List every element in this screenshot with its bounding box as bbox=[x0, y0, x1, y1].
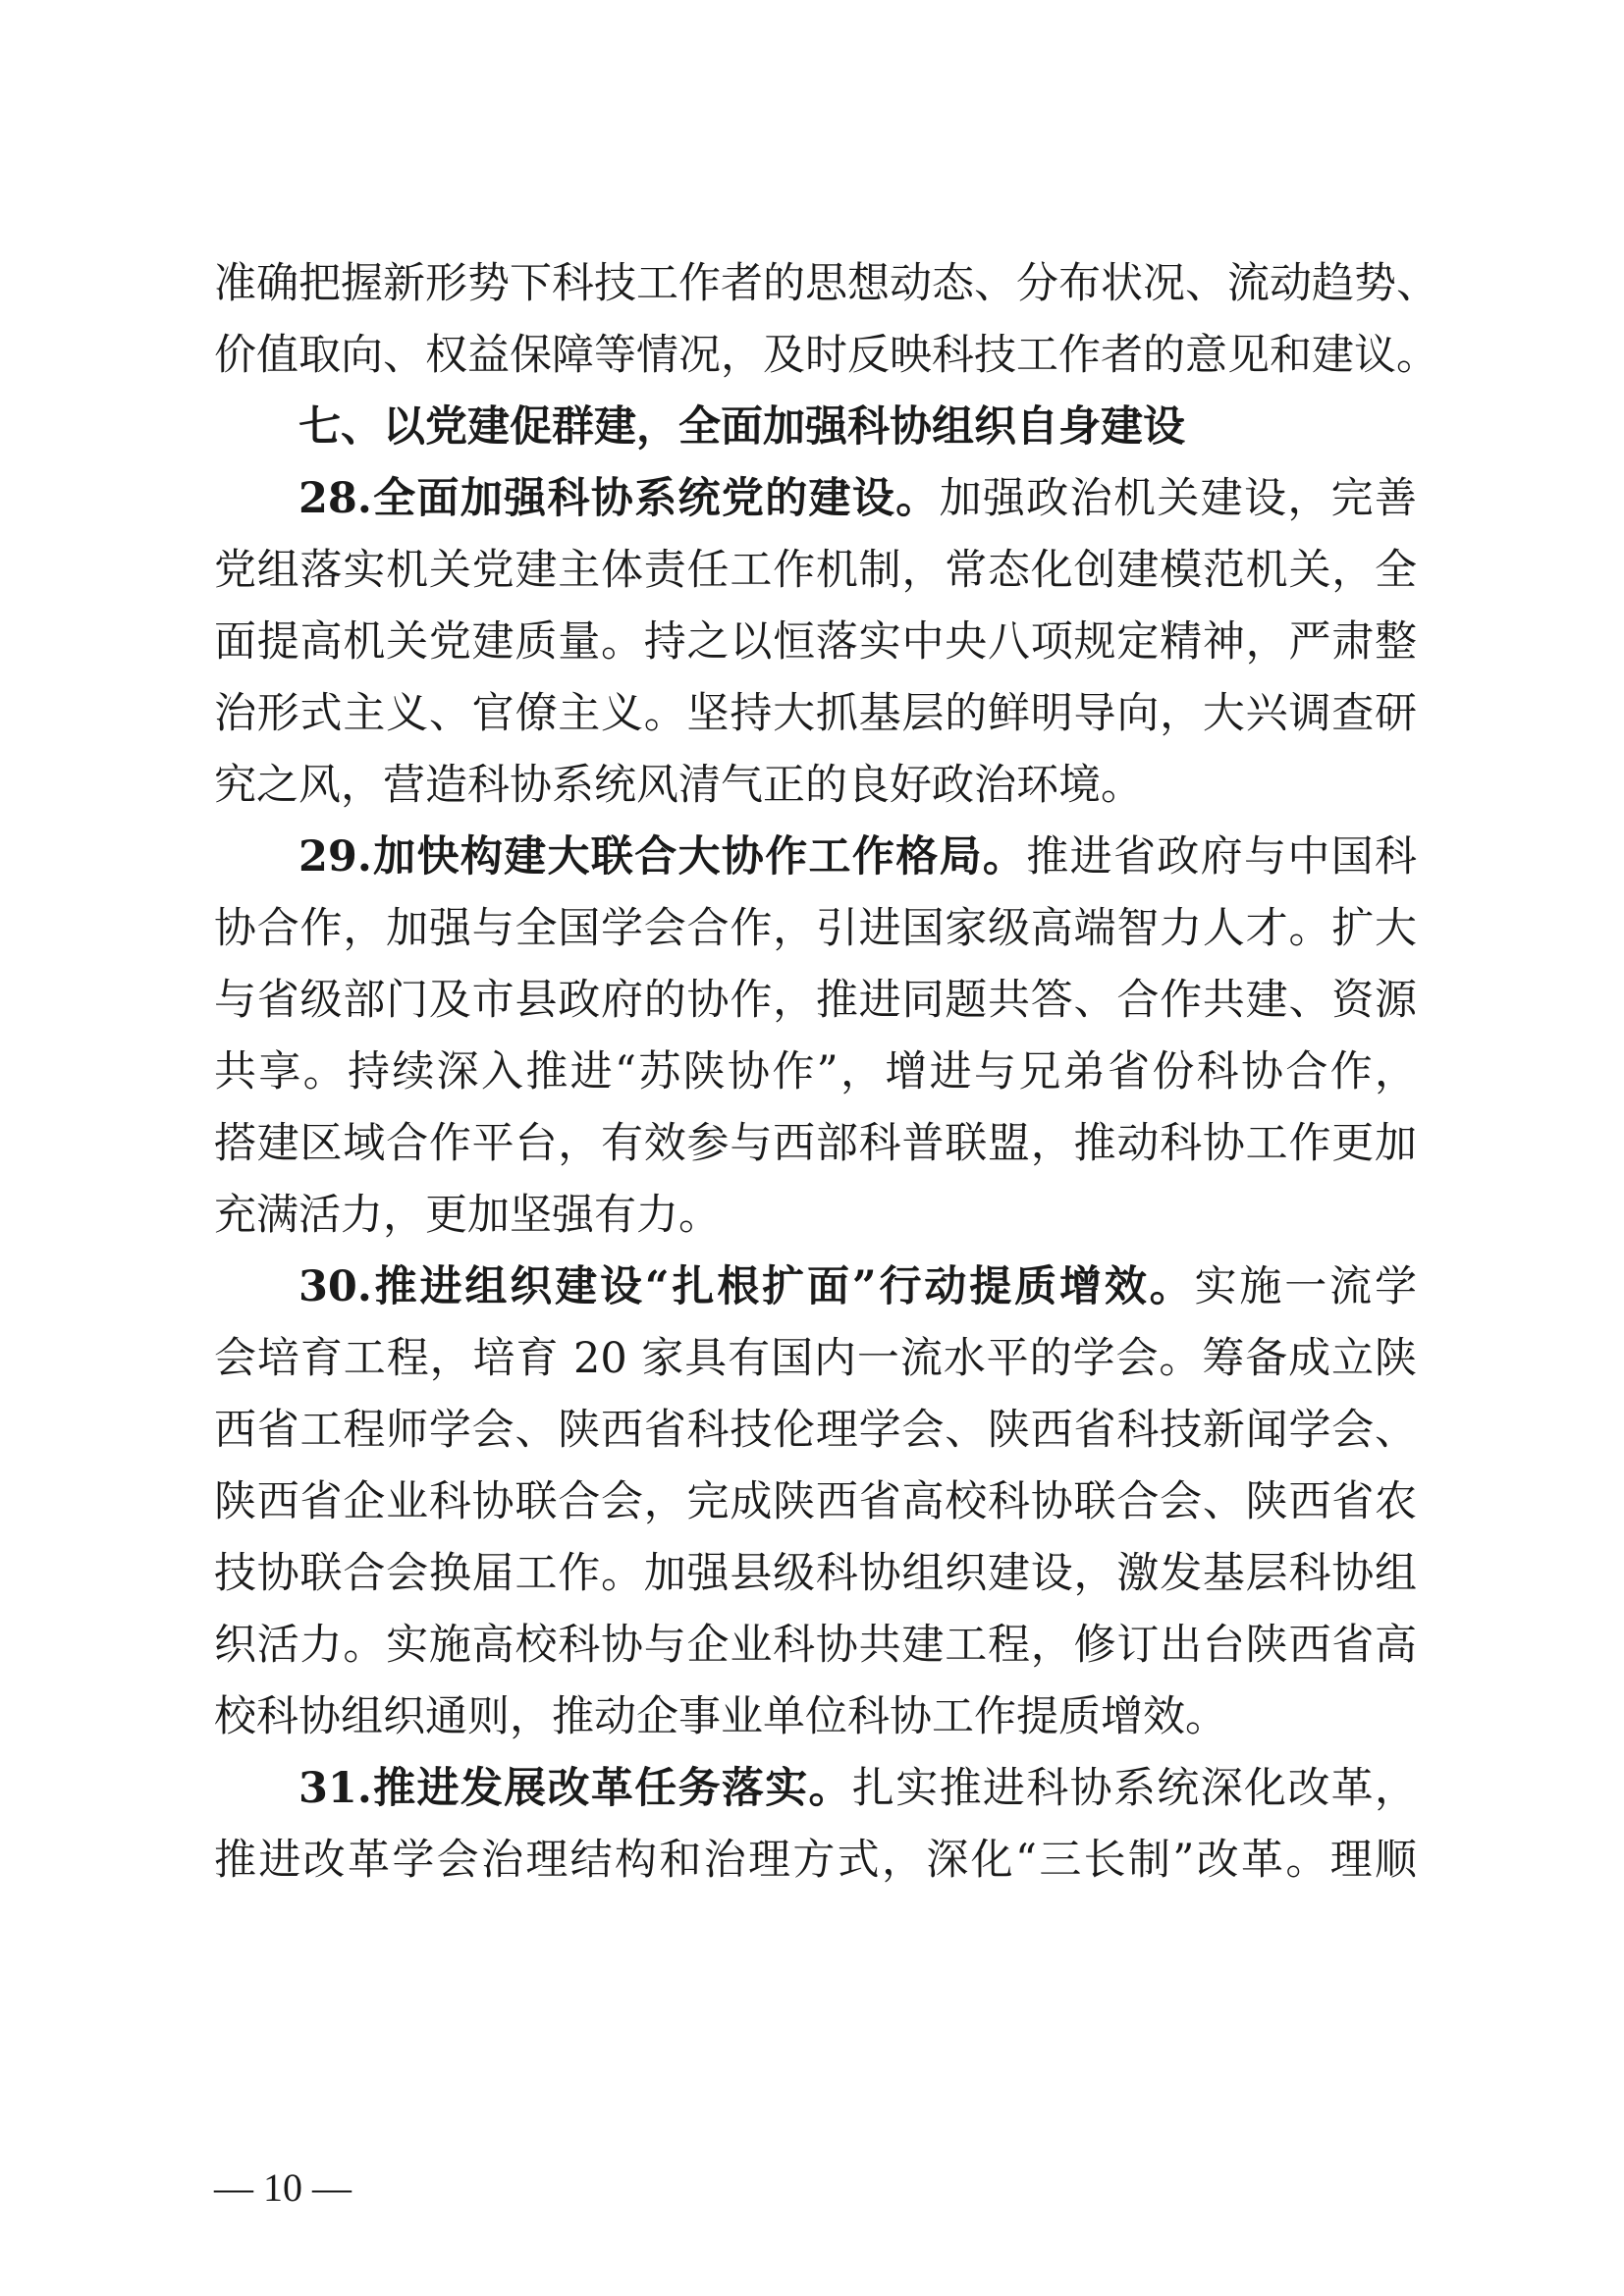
item-30-line: 校科协组织通则，推动企事业单位科协工作提质增效。 bbox=[214, 1692, 1227, 1741]
intro-line-2: 价值取向、权益保障等情况，及时反映科技工作者的意见和建议。 bbox=[214, 331, 1438, 380]
item-30-line: 西省工程师学会、陕西省科技伦理学会、陕西省科技新闻学会、 bbox=[214, 1406, 1417, 1455]
document-body bbox=[214, 248, 1438, 1896]
item-28-lead: 28.全面加强科协系统党的建设。 bbox=[298, 474, 940, 523]
item-30-line: 陕西省企业科协联合会，完成陕西省高校科协联合会、陕西省农 bbox=[214, 1477, 1417, 1526]
item-29-line: 搭建区域合作平台，有效参与西部科普联盟，推动科协工作更加 bbox=[214, 1119, 1417, 1168]
item-31-first-rest: 扎实推进科协系统深化改革， bbox=[851, 1764, 1417, 1813]
item-29-lead: 29.加快构建大联合大协作工作格局。 bbox=[298, 832, 1027, 881]
item-29-line: 与省级部门及市县政府的协作，推进同题共答、合作共建、资源 bbox=[214, 976, 1417, 1025]
item-29-line: 协合作，加强与全国学会合作，引进国家级高端智力人才。扩大 bbox=[214, 904, 1417, 953]
item-30-line: 织活力。实施高校科协与企业科协共建工程，修订出台陕西省高 bbox=[214, 1621, 1417, 1670]
item-29-line: 共享。持续深入推进“苏陕协作”，增进与兄弟省份科协合作， bbox=[214, 1047, 1417, 1096]
item-28-line: 面提高机关党建质量。持之以恒落实中央八项规定精神，严肃整 bbox=[214, 617, 1417, 667]
section-heading: 七、以党建促群建，全面加强科协组织自身建设 bbox=[298, 402, 1185, 452]
item-30-first-line bbox=[214, 1252, 1417, 1323]
item-31-lead: 31.推进发展改革任务落实。 bbox=[298, 1764, 852, 1813]
page-number: — 10 — bbox=[214, 2165, 352, 2210]
item-29-first-line bbox=[214, 822, 1417, 893]
item-29-line: 充满活力，更加坚强有力。 bbox=[214, 1191, 721, 1240]
item-31-line: 推进改革学会治理结构和治理方式，深化“三长制”改革。理顺 bbox=[214, 1836, 1417, 1885]
item-28-line: 党组落实机关党建主体责任工作机制，常态化创建模范机关，全 bbox=[214, 546, 1417, 595]
item-28-first-rest: 加强政治机关建设，完善 bbox=[939, 474, 1418, 523]
intro-line-1: 准确把握新形势下科技工作者的思想动态、分布状况、流动趋势、 bbox=[214, 259, 1438, 308]
item-30-lead: 30.推进组织建设“扎根扩面”行动提质增效。 bbox=[298, 1262, 1195, 1311]
item-28-first-line bbox=[214, 463, 1417, 535]
item-29-first-rest: 推进省政府与中国科 bbox=[1026, 832, 1418, 881]
item-28-line: 治形式主义、官僚主义。坚持大抓基层的鲜明导向，大兴调查研 bbox=[214, 689, 1417, 738]
item-30-first-rest: 实施一流学 bbox=[1194, 1262, 1417, 1311]
item-30-line: 会培育工程，培育 20 家具有国内一流水平的学会。筹备成立陕 bbox=[214, 1334, 1417, 1383]
item-31-first-line bbox=[214, 1753, 1417, 1825]
item-28-line: 究之风，营造科协系统风清气正的良好政治环境。 bbox=[214, 761, 1143, 810]
item-30-line: 技协联合会换届工作。加强县级科协组织建设，激发基层科协组 bbox=[214, 1549, 1417, 1598]
